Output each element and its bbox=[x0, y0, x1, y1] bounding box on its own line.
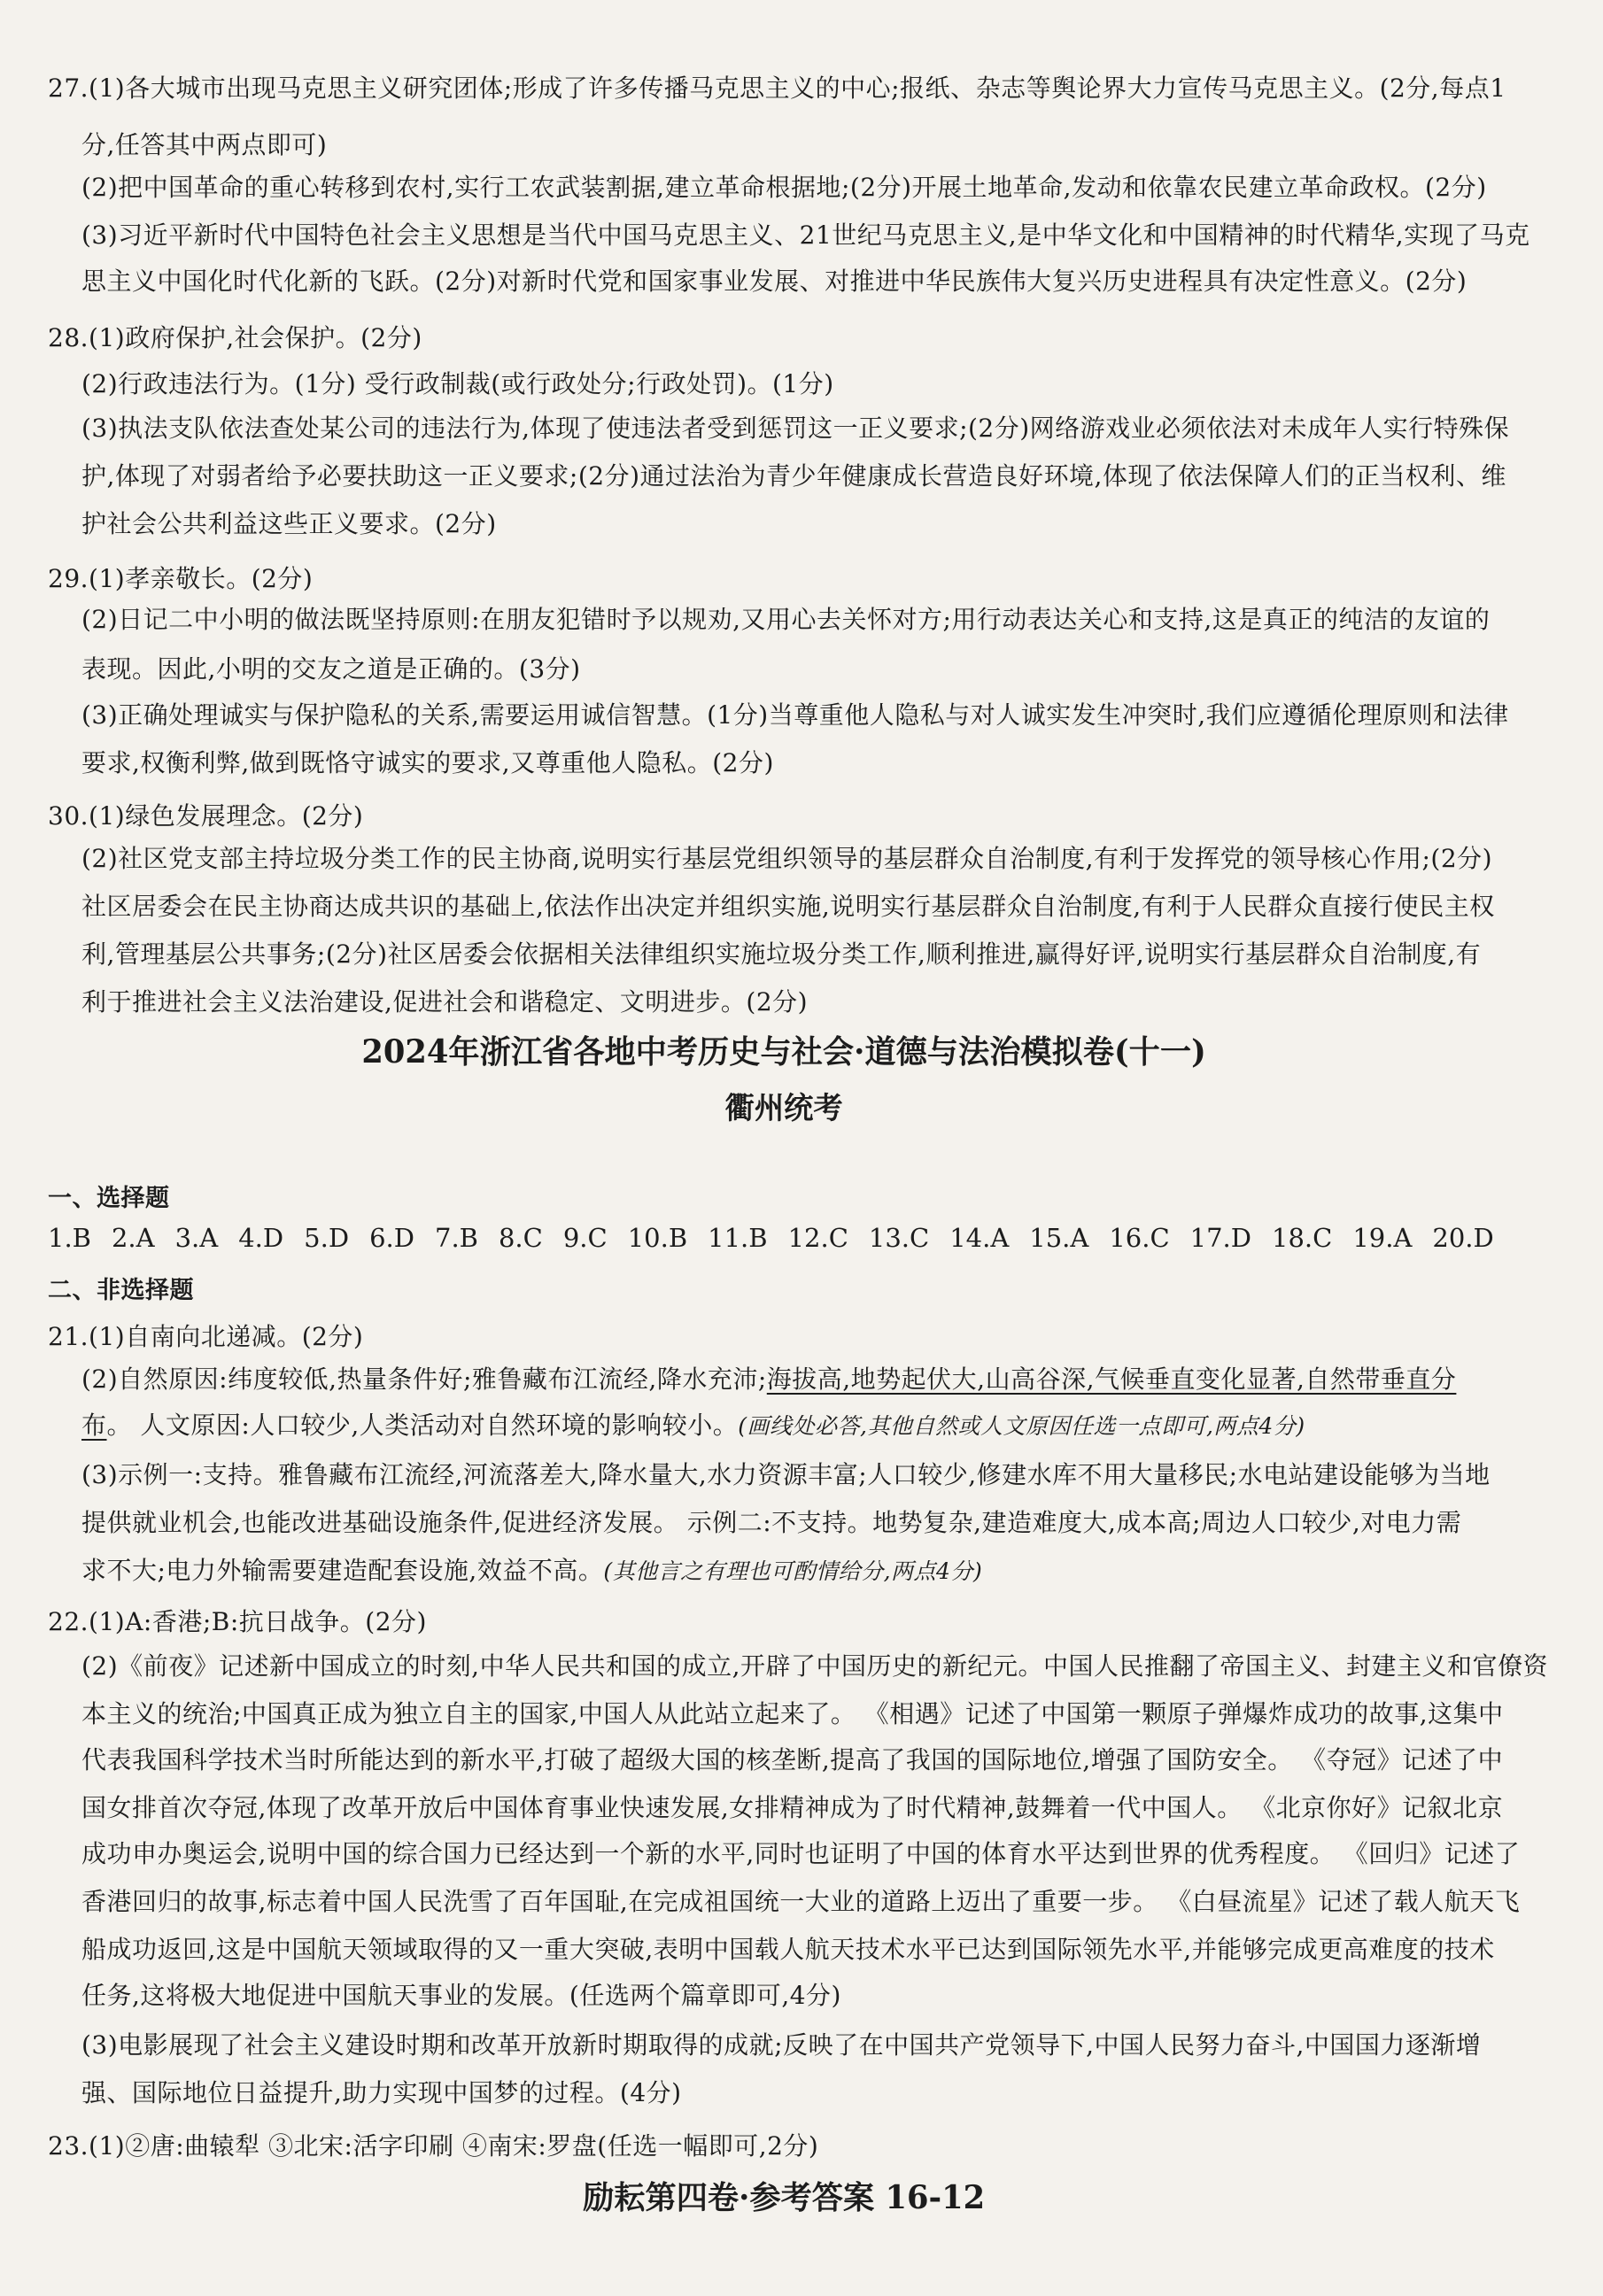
choice-answer: 8.C bbox=[498, 1223, 543, 1253]
q30-line-1: 30.(1)绿色发展理念。(2分) bbox=[48, 801, 364, 831]
choice-answer: 13.C bbox=[868, 1223, 930, 1253]
q30-line-4: 利,管理基层公共事务;(2分)社区居委会依据相关法律组织实施垃圾分类工作,顺利推进,赢得好评,说明实行基层群众自治制度,有 bbox=[81, 939, 1482, 969]
q21-line-4: (3)示例一:支持。雅鲁藏布江流经,河流落差大,降水量大,水力资源丰富;人口较少,修建水库不用大量移民;水电站建设能够为当地 bbox=[81, 1460, 1491, 1489]
q22-line-5: 国女排首次夺冠,体现了改革开放后中国体育事业快速发展,女排精神成为了时代精神,鼓舞着一代中国人。 《北京你好》记叙北京 bbox=[81, 1793, 1504, 1822]
q21-line-2-text: (2)自然原因:纬度较低,热量条件好;雅鲁藏布江流经,降水充沛; bbox=[81, 1364, 767, 1394]
q21-grading-note: (其他言之有理也可酌情给分,两点4分) bbox=[603, 1558, 983, 1584]
q21-line-5: 提供就业机会,也能改进基础设施条件,促进经济发展。 示例二:不支持。地势复杂,建造难度大,成本高;周边人口较少,对电力需 bbox=[81, 1508, 1462, 1537]
choice-answer-list bbox=[48, 1220, 1514, 1256]
q22-line-7: 香港回归的故事,标志着中国人民洗雪了百年国耻,在完成祖国统一大业的道路上迈出了重要一步。 《白昼流星》记述了载人航天飞 bbox=[81, 1887, 1521, 1916]
q30-line-5: 利于推进社会主义法治建设,促进社会和谐稳定、文明进步。(2分) bbox=[81, 987, 809, 1017]
q22-line-4: 代表我国科学技术当时所能达到的新水平,打破了超级大国的核垄断,提高了我国的国际地位,增强了国防安全。 《夺冠》记述了中 bbox=[81, 1745, 1504, 1774]
q27-line-2: 分,任答其中两点即可) bbox=[81, 130, 328, 159]
choice-answer: 17.D bbox=[1189, 1223, 1252, 1253]
q22-line-6: 成功申办奥运会,说明中国的综合国力已经达到一个新的水平,同时也证明了中国的体育水平达到世界的优秀程度。 《回归》记述了 bbox=[81, 1839, 1521, 1868]
q22-line-9: 任务,这将极大地促进中国航天事业的发展。(任选两个篇章即可,4分) bbox=[81, 1981, 841, 2010]
q27-line-3: (2)把中国革命的重心转移到农村,实行工农武装割据,建立革命根据地;(2分)开展土地革命,发动和依靠农民建立革命政权。(2分) bbox=[81, 173, 1487, 202]
q23-line-1: 23.(1)②唐:曲辕犁 ③北宋:活字印刷 ④南宋:罗盘(任选一幅即可,2分) bbox=[48, 2131, 819, 2161]
q27-line-5: 思主义中国化时代化新的飞跃。(2分)对新时代党和国家事业发展、对推进中华民族伟大复兴历史进程具有决定性意义。(2分) bbox=[81, 267, 1467, 296]
choice-answer: 6.D bbox=[369, 1223, 414, 1253]
choice-answer: 18.C bbox=[1272, 1223, 1333, 1253]
page-footer: 励耘第四卷·参考答案 16-12 bbox=[583, 2179, 986, 2216]
q22-line-10: (3)电影展现了社会主义建设时期和改革开放新时期取得的成就;反映了在中国共产党领导下,中国人民努力奋斗,中国国力逐渐增 bbox=[81, 2030, 1482, 2060]
q28-line-2: (2)行政违法行为。(1分) 受行政制裁(或行政处分;行政处罚)。(1分) bbox=[81, 369, 834, 398]
choice-answer: 12.C bbox=[787, 1223, 848, 1253]
choice-answer: 2.A bbox=[111, 1223, 155, 1253]
exam-subtitle: 衢州统考 bbox=[724, 1091, 843, 1126]
choice-answer: 1.B bbox=[48, 1223, 91, 1253]
q30-line-3: 社区居委会在民主协商达成共识的基础上,依法作出决定并组织实施,说明实行基层群众自治制度,有利于人民群众直接行使民主权 bbox=[81, 892, 1495, 921]
q28-line-1: 28.(1)政府保护,社会保护。(2分) bbox=[48, 323, 422, 352]
choice-answer: 7.B bbox=[435, 1223, 478, 1253]
q27-line-1: 27.(1)各大城市出现马克思主义研究团体;形成了许多传播马克思主义的中心;报纸、杂志等舆论界大力宣传马克思主义。(2分,每点1 bbox=[48, 73, 1506, 103]
q21-line-2 bbox=[81, 1362, 1456, 1397]
q29-line-2: (2)日记二中小明的做法既坚持原则:在朋友犯错时予以规劝,又用心去关怀对方;用行动表达关心和支持,这是真正的纯洁的友谊的 bbox=[81, 605, 1491, 634]
q29-line-1: 29.(1)孝亲敬长。(2分) bbox=[48, 564, 314, 593]
q22-line-11: 强、国际地位日益提升,助力实现中国梦的过程。(4分) bbox=[81, 2078, 682, 2107]
q28-line-5: 护社会公共利益这些正义要求。(2分) bbox=[81, 509, 497, 538]
q29-line-3: 表现。因此,小明的交友之道是正确的。(3分) bbox=[81, 654, 581, 684]
q28-line-4: 护,体现了对弱者给予必要扶助这一正义要求;(2分)通过法治为青少年健康成长营造良好环境,体现了依法保障人们的正当权利、维 bbox=[81, 461, 1506, 491]
q21-line-1: 21.(1)自南向北递减。(2分) bbox=[48, 1322, 364, 1351]
q21-line-6 bbox=[81, 1553, 982, 1589]
q21-line-6-text: 求不大;电力外输需要建造配套设施,效益不高。 bbox=[81, 1556, 604, 1585]
choice-answer: 4.D bbox=[238, 1223, 284, 1253]
q27-line-4: (3)习近平新时代中国特色社会主义思想是当代中国马克思主义、21世纪马克思主义,是中华文化和中国精神的时代精华,实现了马克 bbox=[81, 220, 1530, 250]
q22-line-8: 船成功返回,这是中国航天领域取得的又一重大突破,表明中国载人航天技术水平已达到国际领先水平,并能够完成更高难度的技术 bbox=[81, 1935, 1495, 1964]
choice-answer: 10.B bbox=[627, 1223, 688, 1253]
q21-underlined-text: 海拔高,地势起伏大,山高谷深,气候垂直变化显著,自然带垂直分 bbox=[766, 1364, 1457, 1394]
q29-line-4: (3)正确处理诚实与保护隐私的关系,需要运用诚信智慧。(1分)当尊重他人隐私与对人诚实发生冲突时,我们应遵循伦理原则和法律 bbox=[81, 700, 1509, 730]
q22-line-3: 本主义的统治;中国真正成为独立自主的国家,中国人从此站立起来了。 《相遇》记述了中国第一颗原子弹爆炸成功的故事,这集中 bbox=[81, 1699, 1504, 1728]
q22-line-2: (2)《前夜》记述新中国成立的时刻,中华人民共和国的成立,开辟了中国历史的新纪元。中国人民推翻了帝国主义、封建主义和官僚资 bbox=[81, 1651, 1548, 1681]
q30-line-2: (2)社区党支部主持垃圾分类工作的民主协商,说明实行基层党组织领导的基层群众自治制度,有利于发挥党的领导核心作用;(2分) bbox=[81, 844, 1493, 873]
q21-underlined-text: 布 bbox=[81, 1411, 107, 1440]
choice-answer: 15.A bbox=[1029, 1223, 1089, 1253]
q21-line-3 bbox=[81, 1408, 1305, 1444]
choice-answer: 9.C bbox=[562, 1223, 608, 1253]
choice-answer: 5.D bbox=[304, 1223, 350, 1253]
exam-title: 2024年浙江省各地中考历史与社会·道德与法治模拟卷(十一) bbox=[361, 1033, 1206, 1071]
choice-answer: 3.A bbox=[174, 1223, 219, 1253]
q28-line-3: (3)执法支队依法查处某公司的违法行为,体现了使违法者受到惩罚这一正义要求;(2分)网络游戏业必须依法对未成年人实行特殊保 bbox=[81, 414, 1510, 443]
section-choice-heading: 一、选择题 bbox=[48, 1185, 170, 1212]
choice-answer: 20.D bbox=[1432, 1223, 1494, 1253]
choice-answer: 14.A bbox=[949, 1223, 1010, 1253]
choice-answer: 11.B bbox=[708, 1223, 768, 1253]
q21-human-factors: 。 人文原因:人口较少,人类活动对自然环境的影响较小。 bbox=[106, 1411, 739, 1440]
choice-answer: 19.A bbox=[1352, 1223, 1413, 1253]
q22-line-1: 22.(1)A:香港;B:抗日战争。(2分) bbox=[48, 1607, 427, 1636]
q21-grading-note: (画线处必答,其他自然或人文原因任选一点即可,两点4分) bbox=[738, 1413, 1305, 1439]
q29-line-5: 要求,权衡利弊,做到既恪守诚实的要求,又尊重他人隐私。(2分) bbox=[81, 748, 774, 777]
choice-answer: 16.C bbox=[1109, 1223, 1170, 1253]
section-nonchoice-heading: 二、非选择题 bbox=[48, 1277, 194, 1304]
